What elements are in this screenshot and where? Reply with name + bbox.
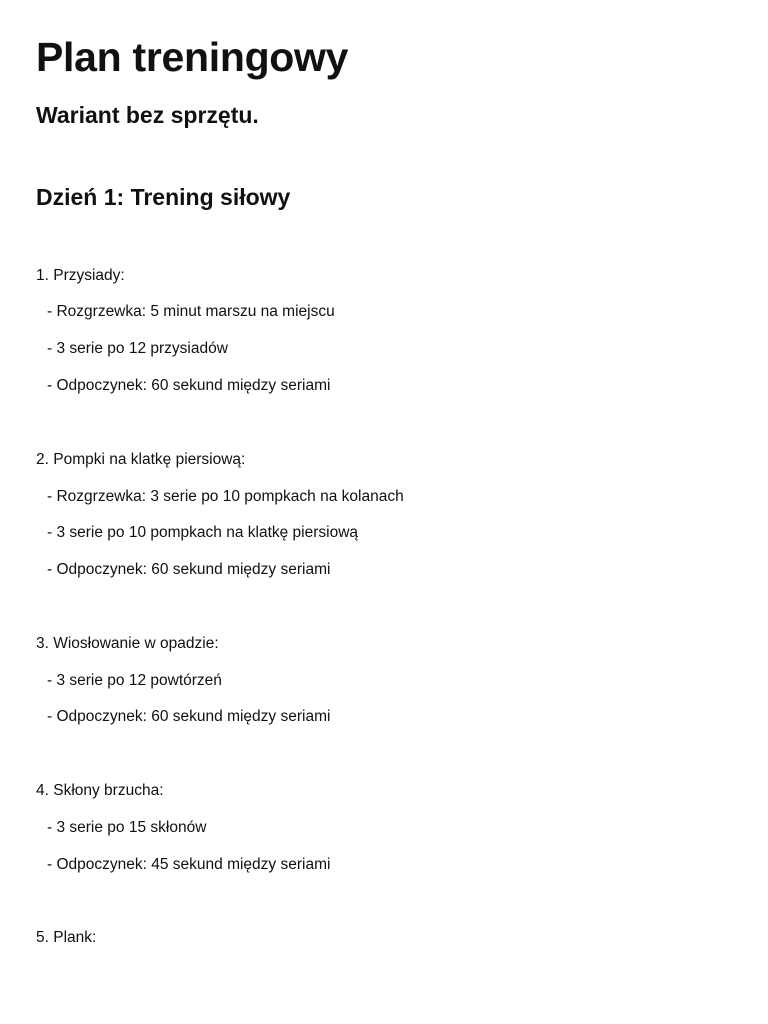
day-heading: Dzień 1: Trening siłowy [36,184,291,210]
exercise-heading: 4. Skłony brzucha: [36,782,164,799]
exercise-heading: 1. Przysiady: [36,267,125,284]
exercise-heading: 2. Pompki na klatkę piersiową: [36,451,246,468]
exercise-detail: - Odpoczynek: 45 sekund między seriami [47,856,331,873]
exercise-heading: 3. Wiosłowanie w opadzie: [36,635,219,652]
document-subtitle: Wariant bez sprzętu. [36,102,259,128]
exercise-detail: - Odpoczynek: 60 sekund między seriami [47,561,331,578]
exercise-detail: - Rozgrzewka: 3 serie po 10 pompkach na kolanach [47,488,404,505]
exercise-detail: - 3 serie po 12 powtórzeń [47,672,222,689]
exercise-detail: - Odpoczynek: 60 sekund między seriami [47,708,331,725]
document-title: Plan treningowy [36,34,349,80]
exercise-heading: 5. Plank: [36,929,97,946]
exercise-detail: - 3 serie po 12 przysiadów [47,340,228,357]
exercise-detail: - 3 serie po 15 skłonów [47,819,207,836]
exercise-detail: - 3 serie po 10 pompkach na klatkę piersiową [47,524,359,541]
exercise-detail: - Odpoczynek: 60 sekund między seriami [47,377,331,394]
exercise-detail: - Rozgrzewka: 5 minut marszu na miejscu [47,303,335,320]
